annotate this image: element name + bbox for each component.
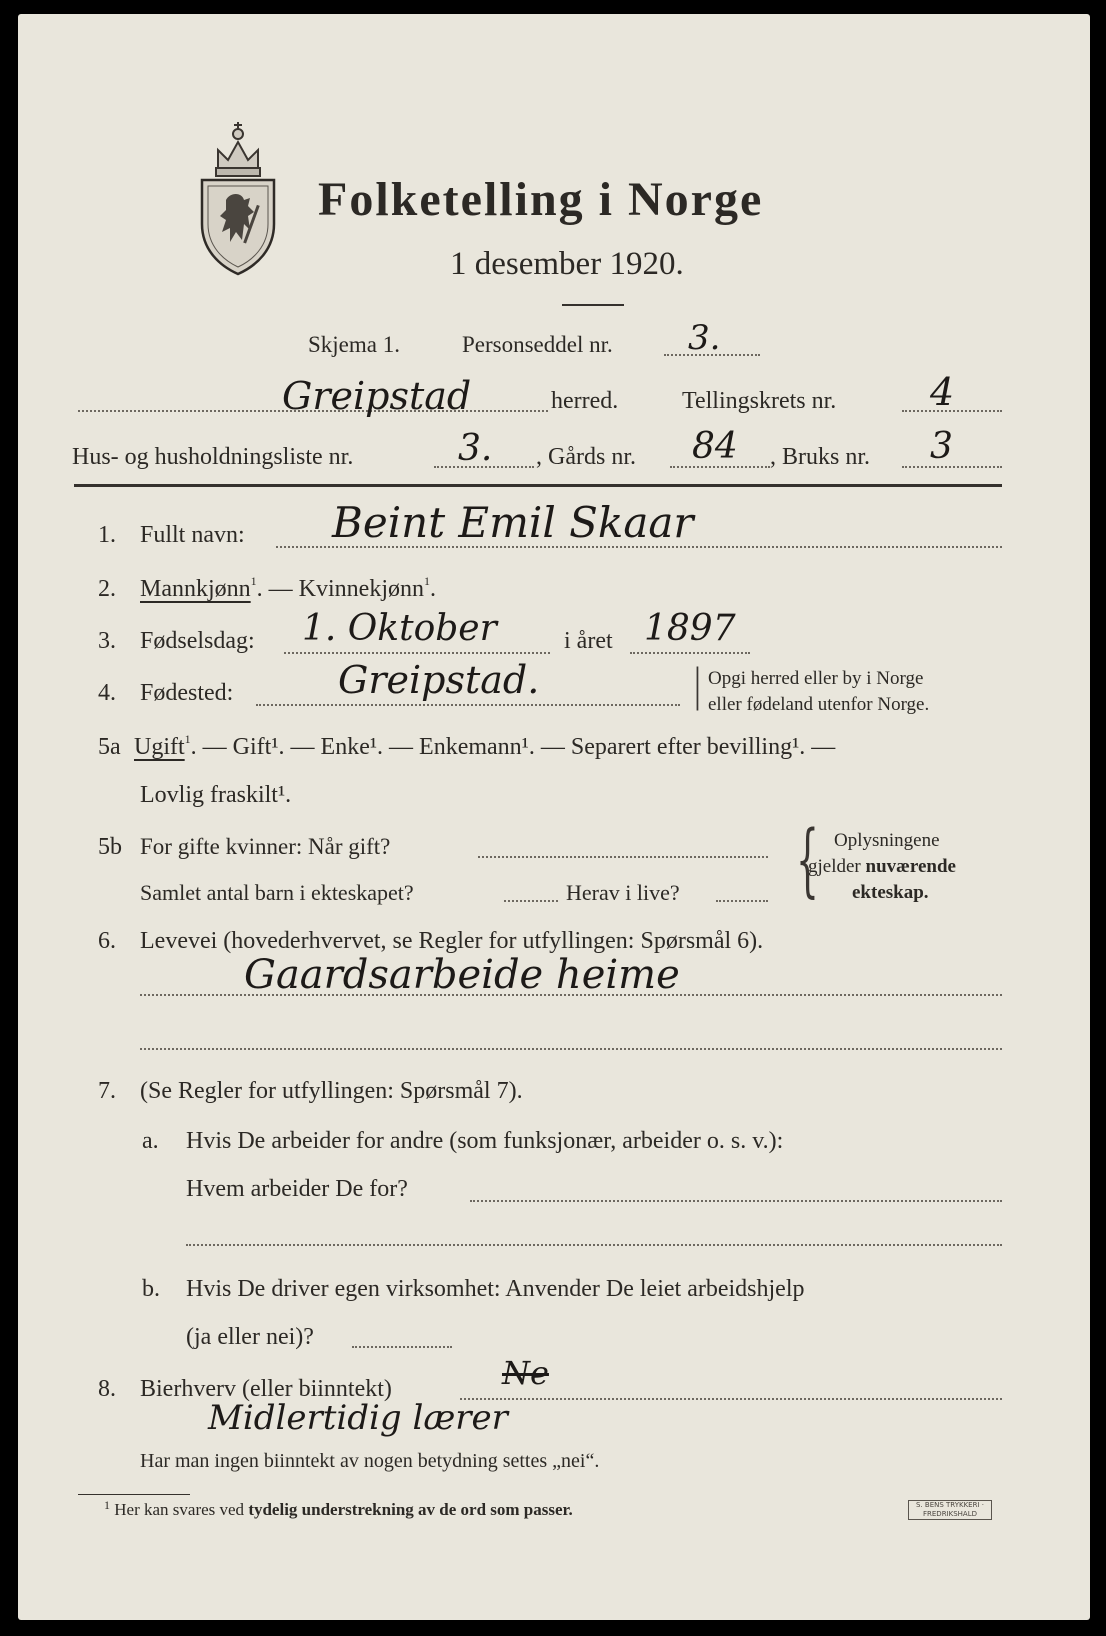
q4-note-line1: Opgi herred eller by i Norge <box>708 668 924 689</box>
q5a-marital-options: Ugift$^1$. — Gift¹. — Enke¹. — Enkemann¹. — Separert efter bevilling¹. — <box>134 732 836 760</box>
gards-label: , Gårds nr. <box>536 444 636 470</box>
q1-number: 1. <box>98 522 116 548</box>
q5b-children-total: Samlet antal barn i ekteskapet? <box>140 880 414 905</box>
herred-value: Greipstad <box>282 374 472 418</box>
q5b-note-2a: gjelder <box>808 856 861 877</box>
q5a-other-options: . — Gift¹. — Enke¹. — Enkemann¹. — Separert efter bevilling¹. — <box>190 734 836 760</box>
hus-value: 3. <box>458 428 493 469</box>
hus-label: Hus- og husholdningsliste nr. <box>72 444 354 470</box>
q7b-line <box>352 1346 452 1348</box>
q4-label: Fødested: <box>140 680 234 706</box>
q5b-alive-line <box>716 900 768 902</box>
q7a-line2 <box>186 1244 1002 1246</box>
q2-number: 2. <box>98 576 116 602</box>
q5b-brace: { <box>795 813 819 906</box>
q5b-note-2b: nuværende <box>865 856 956 877</box>
q7-number: 7. <box>98 1078 116 1104</box>
q5b-children-line <box>504 900 558 902</box>
q5b-when-married: For gifte kvinner: Når gift? <box>140 834 391 859</box>
gards-value: 84 <box>692 426 738 467</box>
q8-line <box>460 1398 1002 1400</box>
q7b-letter: b. <box>142 1276 160 1302</box>
q5b-note-line2 <box>808 856 956 878</box>
census-form-page <box>18 14 1090 1620</box>
q3-date-line <box>284 652 550 654</box>
q5b-note-line3: ekteskap. <box>852 882 929 903</box>
q7a-letter: a. <box>142 1128 159 1154</box>
q4-note-2b: utenfor Norge. <box>817 694 930 715</box>
q4-number: 4. <box>98 680 116 706</box>
q4-line <box>256 704 680 706</box>
q5b-note-line1: Oplysningene <box>834 830 940 851</box>
q5a-line2: Lovlig fraskilt¹. <box>140 782 292 808</box>
q3-year-label: i året <box>564 628 613 654</box>
q4-birthplace: Greipstad. <box>338 658 540 702</box>
q5a-number: 5a <box>98 734 121 760</box>
q8-note: Har man ingen biinntekt av nogen betydning settes „nei“. <box>140 1450 600 1472</box>
q7a-line1 <box>470 1200 1002 1202</box>
bruks-value: 3 <box>930 426 953 467</box>
q4-note-2a: eller fødeland <box>708 694 813 715</box>
q3-number: 3. <box>98 628 116 654</box>
tellingskrets-value: 4 <box>930 370 955 414</box>
q3-year-line <box>630 652 750 654</box>
q7a-sub: Hvem arbeider De for? <box>186 1176 408 1202</box>
footnote <box>104 1500 573 1520</box>
footnote-text-a: Her kan svares ved <box>114 1500 245 1519</box>
coat-of-arms-icon <box>196 120 280 278</box>
q1-full-name: Beint Emil Skaar <box>332 498 694 547</box>
q6-label: Levevei (hovederhvervet, se Regler for utfyllingen: Spørsmål 6). <box>140 928 764 954</box>
q5a-ugift-option: Ugift <box>134 734 185 760</box>
q2-male-option: Mannkjønn <box>140 576 251 602</box>
personseddel-label: Personseddel nr. <box>462 332 613 357</box>
footnote-mark: 1 <box>104 1498 110 1512</box>
q8-struck-answer: Ne <box>502 1354 549 1392</box>
q2-sex-options: Mannkjønn$^1$. — Kvinnekjønn$^1$. <box>140 574 436 602</box>
q7b-text: Hvis De driver egen virksomhet: Anvender De leiet arbeidshjelp <box>186 1276 805 1302</box>
q2-female-option: Kvinnekjønn <box>298 576 424 602</box>
q6-number: 6. <box>98 928 116 954</box>
printer-stamp-text: S. BENS TRYKKERI · FREDRIKSHALD <box>916 1501 984 1518</box>
q5b-when-line <box>478 856 768 858</box>
tellingskrets-label: Tellingskrets nr. <box>682 388 837 414</box>
section-divider <box>74 484 1002 487</box>
q5b-children-alive: Herav i live? <box>566 880 680 905</box>
bruks-label: , Bruks nr. <box>770 444 871 470</box>
footnote-text-b: tydelig understrekning av de ord som passer. <box>248 1500 573 1519</box>
skjema-label: Skjema 1. <box>308 332 400 357</box>
q3-label: Fødselsdag: <box>140 628 255 654</box>
title-divider <box>562 304 624 306</box>
printer-stamp <box>908 1500 992 1520</box>
footnote-divider <box>78 1494 190 1495</box>
q8-label: Bierhverv (eller biinntekt) <box>140 1376 392 1402</box>
q3-birth-year: 1897 <box>644 608 736 649</box>
q3-birth-date: 1. Oktober <box>302 608 497 649</box>
q6-line2 <box>140 1048 1002 1050</box>
q2-separator: . — <box>256 576 299 602</box>
q8-number: 8. <box>98 1376 116 1402</box>
q4-brace: | <box>693 660 702 711</box>
census-date: 1 desember 1920. <box>450 246 684 282</box>
q6-occupation: Gaardsarbeide heime <box>244 952 680 998</box>
q7b-sub: (ja eller nei)? <box>186 1324 314 1350</box>
document-title: Folketelling i Norge <box>318 173 764 226</box>
q7a-text: Hvis De arbeider for andre (som funksjonær, arbeider o. s. v.): <box>186 1128 784 1154</box>
q1-label: Fullt navn: <box>140 522 245 548</box>
q7-label: (Se Regler for utfyllingen: Spørsmål 7). <box>140 1078 523 1104</box>
q8-secondary-occupation: Midlertidig lærer <box>208 1398 508 1438</box>
q4-note-line2 <box>708 694 929 716</box>
herred-label: herred. <box>551 388 619 414</box>
q5b-number: 5b <box>98 834 122 860</box>
personseddel-value: 3. <box>688 318 721 358</box>
